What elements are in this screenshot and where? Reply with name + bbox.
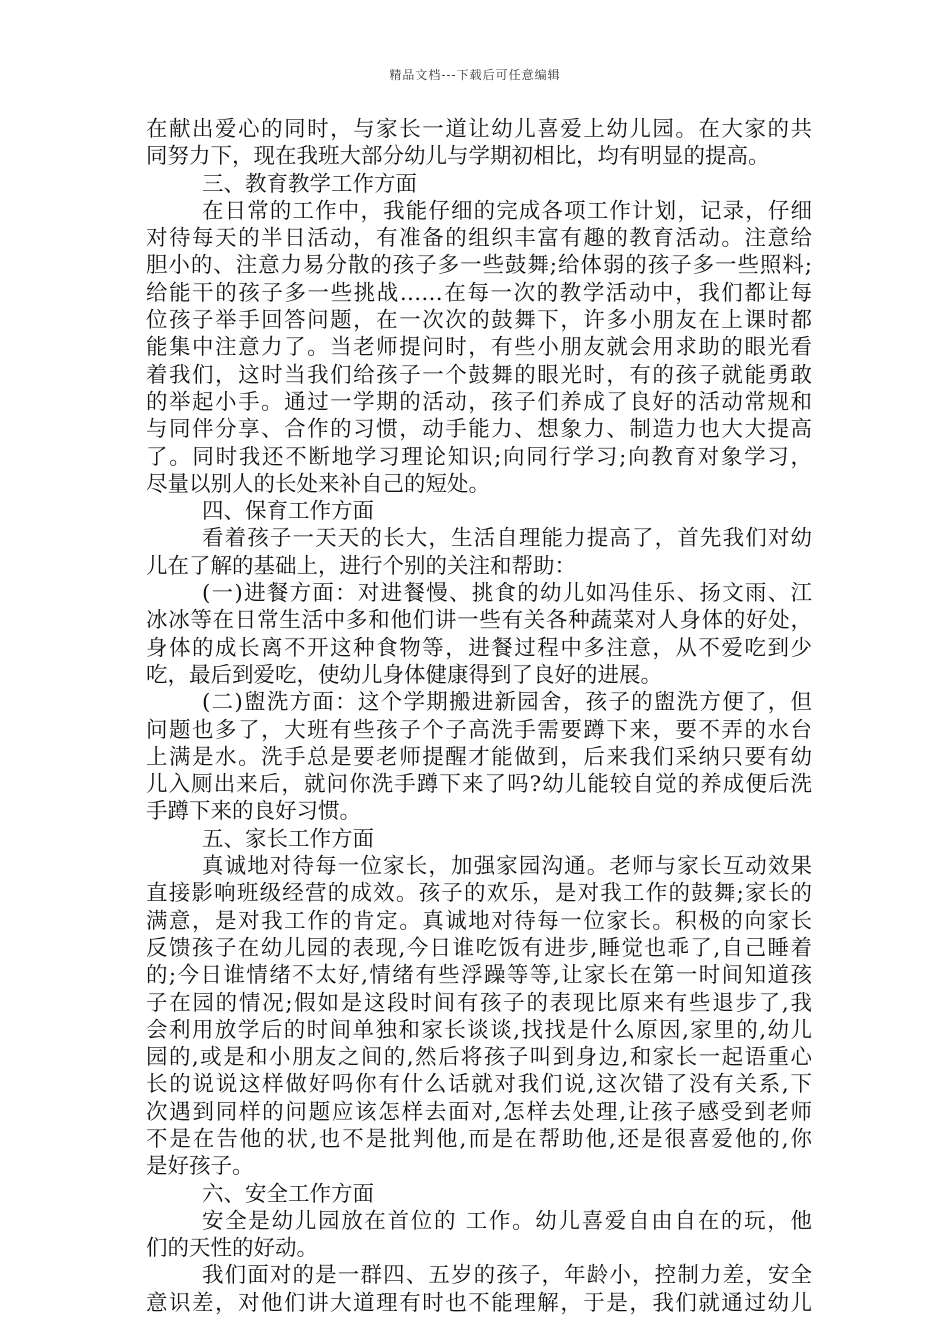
text-line: 真诚地对待每一位家长，加强家园沟通。老师与家长互动效果	[202, 854, 812, 880]
text-line: 儿入厕出来后，就问你洗手蹲下来了吗?幼儿能较自觉的养成便后洗	[146, 772, 812, 798]
text-line: 胆小的、注意力易分散的孩子多一些鼓舞;给体弱的孩子多一些照料;	[146, 253, 812, 279]
text-line: 手蹲下来的良好习惯。	[146, 799, 362, 825]
text-line: 在献出爱心的同时，与家长一道让幼儿喜爱上幼儿园。在大家的共	[146, 117, 812, 142]
text-line: 子在园的情况;假如是这段时间有孩子的表现比原来有些退步了,我	[146, 990, 812, 1016]
text-line: 四、保育工作方面	[202, 499, 375, 525]
text-line: 是好孩子。	[146, 1154, 254, 1180]
text-line: 们的天性的好动。	[146, 1236, 319, 1262]
text-line: 安全是幼儿园放在首位的 工作。幼儿喜爱自由自在的玩，他	[202, 1208, 812, 1234]
text-line: 了。同时我还不断地学习理论知识;向同行学习;向教育对象学习，	[146, 444, 812, 470]
text-line: 同努力下，现在我班大部分幼儿与学期初相比，均有明显的提高。	[146, 144, 770, 170]
text-line: 问题也多了，大班有些孩子个子高洗手需要蹲下来，要不弄的水台	[146, 717, 812, 743]
text-line: 位孩子举手回答问题，在一次次的鼓舞下，许多小朋友在上课时都	[146, 308, 812, 334]
text-line: 身体的成长离不开这种食物等，进餐过程中多注意，从不爱吃到少	[146, 635, 812, 661]
text-line: 着我们，这时当我们给孩子一个鼓舞的眼光时，有的孩子就能勇敢	[146, 362, 812, 388]
text-line: 次遇到同样的问题应该怎样去面对,怎样去处理,让孩子感受到老师	[146, 1099, 812, 1125]
text-line: 意识差，对他们讲大道理有时也不能理解，于是，我们就通过幼儿	[146, 1290, 812, 1316]
text-line: (二)盥洗方面：这个学期搬进新园舍，孩子的盥洗方便了，但	[202, 690, 812, 716]
text-line: 对待每天的半日活动，有准备的组织丰富有趣的教育活动。注意给	[146, 226, 812, 252]
text-line: 的举起小手。通过一学期的活动，孩子们养成了良好的活动常规和	[146, 389, 812, 415]
text-line: 直接影响班级经营的成效。孩子的欢乐，是对我工作的鼓舞;家长的	[146, 881, 812, 907]
text-line: 长的说说这样做好吗你有什么话就对我们说,这次错了没有关系,下	[146, 1072, 812, 1098]
text-line: 不是在告他的状,也不是批判他,而是在帮助他,还是很喜爱他的,你	[146, 1126, 812, 1152]
text-line: 吃，最后到爱吃，使幼儿身体健康得到了良好的进展。	[146, 662, 663, 688]
text-line: 反馈孩子在幼儿园的表现,今日谁吃饭有进步,睡觉也乖了,自己睡着	[146, 935, 812, 961]
text-line: 六、安全工作方面	[202, 1181, 375, 1207]
page-header: 精品文档---下载后可任意编辑	[389, 68, 561, 82]
text-line: 五、家长工作方面	[202, 826, 375, 852]
text-line: 冰冰等在日常生活中多和他们讲一些有关各种蔬菜对人身体的好处，	[146, 608, 812, 634]
text-line: 在日常的工作中，我能仔细的完成各项工作计划，记录，仔细	[202, 198, 812, 224]
text-line: 的;今日谁情绪不太好,情绪有些浮躁等等,让家长在第一时间知道孩	[146, 963, 812, 989]
text-line: 我们面对的是一群四、五岁的孩子，年龄小，控制力差，安全	[202, 1263, 812, 1289]
text-line: (一)进餐方面：对进餐慢、挑食的幼儿如冯佳乐、扬文雨、江	[202, 581, 812, 607]
text-line: 给能干的孩子多一些挑战……在每一次的教学活动中，我们都让每	[146, 280, 812, 306]
text-line: 能集中注意力了。当老师提问时，有些小朋友就会用求助的眼光看	[146, 335, 812, 361]
text-line: 儿在了解的基础上，进行个别的关注和帮助：	[146, 553, 577, 579]
text-line: 满意，是对我工作的肯定。真诚地对待每一位家长。积极的向家长	[146, 908, 812, 934]
text-line: 尽量以别人的长处来补自己的短处。	[146, 471, 491, 497]
text-line: 上满是水。洗手总是要老师提醒才能做到，后来我们采纳只要有幼	[146, 744, 812, 770]
text-line: 会利用放学后的时间单独和家长谈谈,找找是什么原因,家里的,幼儿	[146, 1017, 812, 1043]
text-line: 与同伴分享、合作的习惯，动手能力、想象力、制造力也大大提高	[146, 417, 812, 443]
text-line: 园的,或是和小朋友之间的,然后将孩子叫到身边,和家长一起语重心	[146, 1045, 812, 1071]
text-line: 看着孩子一天天的长大，生活自理能力提高了，首先我们对幼	[202, 526, 812, 552]
document-body	[146, 116, 812, 1317]
text-line: 三、教育教学工作方面	[202, 171, 418, 197]
